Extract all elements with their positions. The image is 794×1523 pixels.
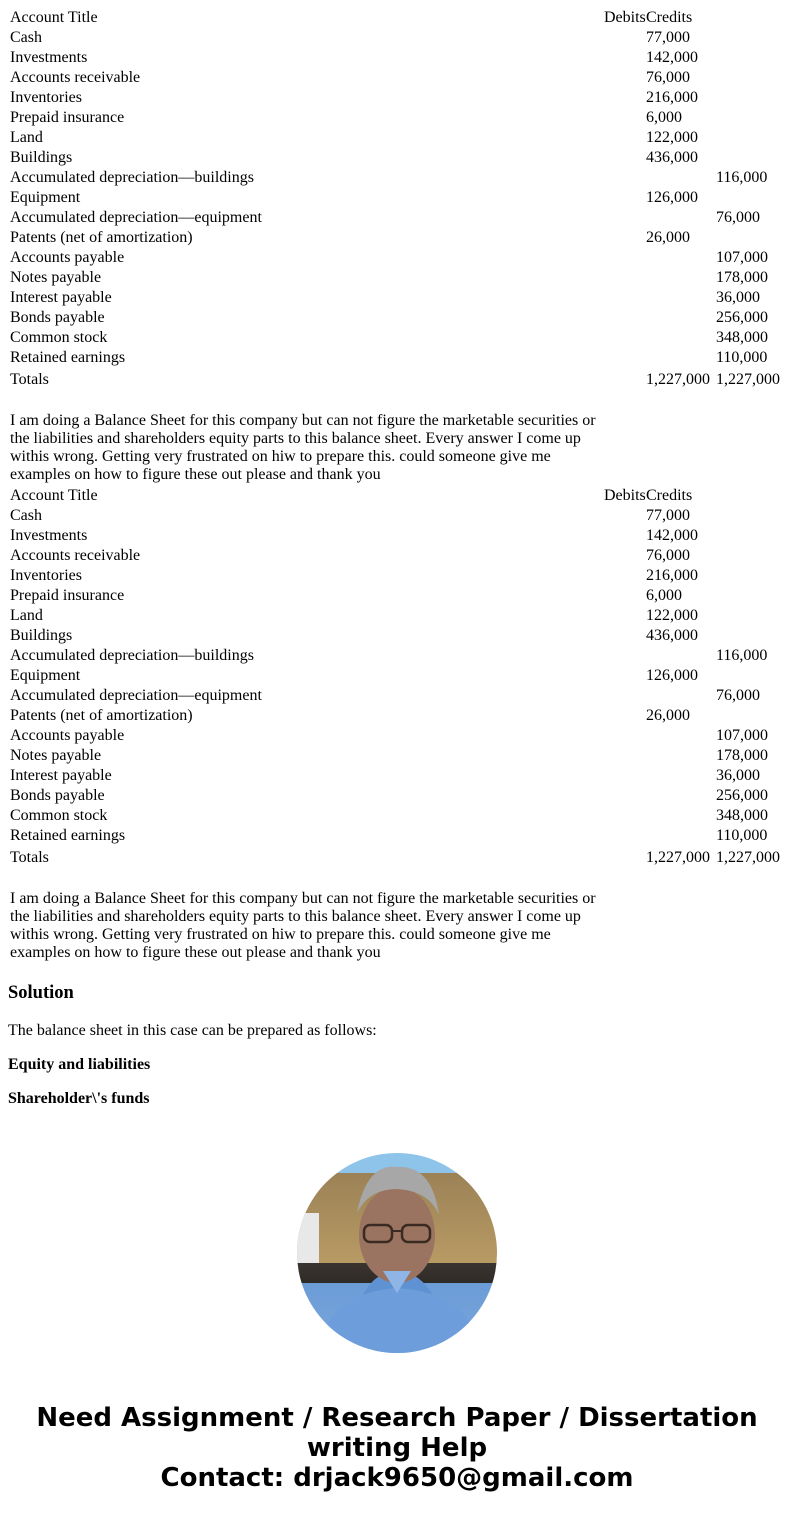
debit-cell <box>604 606 646 626</box>
account-title-cell: Accumulated depreciation—equipment <box>10 687 262 704</box>
account-title-cell: Accounts receivable <box>10 547 141 564</box>
account-title-cell: Land <box>10 129 43 146</box>
debit-cell <box>604 148 646 168</box>
account-title-cell: Accounts receivable <box>10 69 141 86</box>
credit-cell-2 <box>716 28 786 48</box>
account-title-cell: Accounts payable <box>10 249 125 266</box>
person-portrait-icon <box>297 1153 497 1353</box>
credit-cell <box>646 826 716 846</box>
account-title-cell: Inventories <box>10 567 82 584</box>
header-credits: Credits <box>646 9 693 26</box>
table-header <box>8 486 786 506</box>
credit-cell <box>646 646 716 666</box>
debit-cell <box>604 288 646 308</box>
account-title-cell: Cash <box>10 507 42 524</box>
credit-cell-2: 36,000 <box>716 289 760 306</box>
credit-cell-2 <box>716 128 786 148</box>
credit-cell-2: 178,000 <box>716 747 768 764</box>
table-row <box>8 726 786 746</box>
credit-cell-2: 110,000 <box>716 827 768 844</box>
account-title-cell: Equipment <box>10 189 81 206</box>
credit-cell <box>646 786 716 806</box>
credit-cell-2 <box>716 566 786 586</box>
table-row <box>8 746 786 766</box>
header-credits: Credits <box>646 487 693 504</box>
credit-cell: 126,000 <box>646 189 698 206</box>
credit-cell-2 <box>716 546 786 566</box>
table-row <box>8 586 786 606</box>
debit-cell <box>604 328 646 348</box>
account-title-cell: Accounts payable <box>10 727 125 744</box>
credit-cell <box>646 806 716 826</box>
table-row <box>8 506 786 526</box>
account-title-cell: Prepaid insurance <box>10 587 125 604</box>
debit-cell <box>604 248 646 268</box>
credit-cell-2 <box>716 228 786 248</box>
credit-cell-2: 110,000 <box>716 349 768 366</box>
credit-cell <box>646 726 716 746</box>
table-row <box>8 188 786 208</box>
account-title-cell: Bonds payable <box>10 309 105 326</box>
credit-cell-2 <box>716 108 786 128</box>
table-row <box>8 328 786 348</box>
credit-cell-2 <box>716 666 786 686</box>
table-row <box>8 128 786 148</box>
table-row <box>8 168 786 188</box>
credit-cell-2: 116,000 <box>716 647 768 664</box>
table-row <box>8 566 786 586</box>
credit-cell-2 <box>716 68 786 88</box>
table-row <box>8 686 786 706</box>
credit-cell: 26,000 <box>646 707 690 724</box>
account-title-cell: Investments <box>10 527 88 544</box>
credit-cell: 77,000 <box>646 29 690 46</box>
totals-row <box>8 368 786 392</box>
table-row <box>8 766 786 786</box>
account-title-cell: Land <box>10 607 43 624</box>
credit-cell: 436,000 <box>646 149 698 166</box>
credit-cell: 126,000 <box>646 667 698 684</box>
debit-cell <box>604 348 646 368</box>
debit-cell <box>604 28 646 48</box>
table-row <box>8 546 786 566</box>
account-title-cell: Notes payable <box>10 747 102 764</box>
credit-cell: 142,000 <box>646 49 698 66</box>
account-title-cell: Accumulated depreciation—buildings <box>10 169 254 186</box>
promo-line-1: Need Assignment / Research Paper / Dissertation <box>36 1403 758 1433</box>
credit-cell-2 <box>716 48 786 68</box>
credit-cell-2: 76,000 <box>716 209 760 226</box>
shareholders-funds-heading: Shareholder\'s funds <box>8 1090 150 1107</box>
debit-cell <box>604 686 646 706</box>
question-text-1: I am doing a Balance Sheet for this company but can not figure the marketable securities or the liabilities and shareholders equity parts to this balance sheet. Every answer I come up withis wrong. Getting very frustrated on hiw to prepare this. could someone give me examples on how to figure these out please and thank you <box>10 412 596 483</box>
table-row <box>8 606 786 626</box>
table-row <box>8 666 786 686</box>
table-row <box>8 108 786 128</box>
credit-cell-2: 116,000 <box>716 169 768 186</box>
credit-cell-2: 107,000 <box>716 727 768 744</box>
credit-cell-2 <box>716 526 786 546</box>
debit-cell <box>604 646 646 666</box>
debit-cell <box>604 108 646 128</box>
account-title-cell: Prepaid insurance <box>10 109 125 126</box>
account-title-cell: Patents (net of amortization) <box>10 707 193 724</box>
totals-col-2: 1,227,000 <box>716 371 780 388</box>
debit-cell <box>604 88 646 108</box>
table-header <box>8 8 786 28</box>
trial-balance-table-1 <box>8 8 794 392</box>
credit-cell <box>646 686 716 706</box>
totals-debit <box>604 368 646 392</box>
account-title-cell: Retained earnings <box>10 349 126 366</box>
account-title-cell: Accumulated depreciation—equipment <box>10 209 262 226</box>
table-row <box>8 268 786 288</box>
table-row <box>8 88 786 108</box>
totals-label: Totals <box>10 849 49 866</box>
account-title-cell: Common stock <box>10 807 108 824</box>
credit-cell-2: 76,000 <box>716 687 760 704</box>
credit-cell-2 <box>716 606 786 626</box>
equity-liabilities-heading: Equity and liabilities <box>8 1056 151 1073</box>
credit-cell <box>646 268 716 288</box>
debit-cell <box>604 268 646 288</box>
table-row <box>8 228 786 248</box>
author-avatar <box>297 1153 497 1353</box>
table-row <box>8 786 786 806</box>
table-row <box>8 48 786 68</box>
credit-cell <box>646 168 716 188</box>
account-title-cell: Buildings <box>10 149 73 166</box>
account-title-cell: Notes payable <box>10 269 102 286</box>
credit-cell <box>646 288 716 308</box>
debit-cell <box>604 626 646 646</box>
credit-cell <box>646 766 716 786</box>
credit-cell-2: 178,000 <box>716 269 768 286</box>
credit-cell: 6,000 <box>646 109 682 126</box>
credit-cell <box>646 248 716 268</box>
credit-cell-2: 348,000 <box>716 807 768 824</box>
table-row <box>8 148 786 168</box>
account-title-cell: Investments <box>10 49 88 66</box>
table-row <box>8 208 786 228</box>
debit-cell <box>604 128 646 148</box>
debit-cell <box>604 546 646 566</box>
account-title-cell: Inventories <box>10 89 82 106</box>
debit-cell <box>604 586 646 606</box>
account-title-cell: Retained earnings <box>10 827 126 844</box>
debit-cell <box>604 806 646 826</box>
credit-cell-2: 256,000 <box>716 787 768 804</box>
account-title-cell: Cash <box>10 29 42 46</box>
account-title-cell: Bonds payable <box>10 787 105 804</box>
credit-cell-2: 256,000 <box>716 309 768 326</box>
credit-cell <box>646 348 716 368</box>
credit-cell-2 <box>716 586 786 606</box>
table-row <box>8 68 786 88</box>
table-row <box>8 248 786 268</box>
credit-cell-2 <box>716 626 786 646</box>
credit-cell: 122,000 <box>646 129 698 146</box>
header-account-title: Account Title <box>10 9 98 26</box>
credit-cell: 122,000 <box>646 607 698 624</box>
account-title-cell: Patents (net of amortization) <box>10 229 193 246</box>
credit-cell <box>646 208 716 228</box>
credit-cell: 6,000 <box>646 587 682 604</box>
debit-cell <box>604 666 646 686</box>
solution-heading: Solution <box>8 983 74 1003</box>
table-row <box>8 28 786 48</box>
credit-cell <box>646 328 716 348</box>
table-row <box>8 348 786 368</box>
debit-cell <box>604 726 646 746</box>
credit-cell-2 <box>716 148 786 168</box>
credit-cell-2 <box>716 706 786 726</box>
debit-cell <box>604 526 646 546</box>
debit-cell <box>604 188 646 208</box>
table-row <box>8 526 786 546</box>
credit-cell: 216,000 <box>646 89 698 106</box>
debit-cell <box>604 566 646 586</box>
totals-label: Totals <box>10 371 49 388</box>
table-row <box>8 626 786 646</box>
credit-cell-2: 107,000 <box>716 249 768 266</box>
debit-cell <box>604 228 646 248</box>
totals-col-1: 1,227,000 <box>646 849 710 866</box>
credit-cell: 76,000 <box>646 547 690 564</box>
debit-cell <box>604 48 646 68</box>
credit-cell-2: 348,000 <box>716 329 768 346</box>
header-debits: Debits <box>604 9 646 26</box>
promo-banner <box>0 1403 794 1493</box>
totals-col-1: 1,227,000 <box>646 371 710 388</box>
credit-cell-2 <box>716 506 786 526</box>
debit-cell <box>604 766 646 786</box>
account-title-cell: Equipment <box>10 667 81 684</box>
credit-cell: 26,000 <box>646 229 690 246</box>
totals-debit <box>604 846 646 870</box>
promo-line-2: writing Help <box>306 1433 488 1463</box>
credit-cell: 76,000 <box>646 69 690 86</box>
solution-intro: The balance sheet in this case can be prepared as follows: <box>8 1022 377 1039</box>
credit-cell: 142,000 <box>646 527 698 544</box>
question-text-2: I am doing a Balance Sheet for this company but can not figure the marketable securities or the liabilities and shareholders equity parts to this balance sheet. Every answer I come up withis wrong. Getting very frustrated on hiw to prepare this. could someone give me examples on how to figure these out please and thank you <box>10 890 596 961</box>
header-account-title: Account Title <box>10 487 98 504</box>
credit-cell <box>646 308 716 328</box>
account-title-cell: Common stock <box>10 329 108 346</box>
credit-cell: 216,000 <box>646 567 698 584</box>
debit-cell <box>604 308 646 328</box>
debit-cell <box>604 706 646 726</box>
debit-cell <box>604 68 646 88</box>
trial-balance-table-2 <box>8 486 794 870</box>
debit-cell <box>604 786 646 806</box>
table-row <box>8 308 786 328</box>
table-row <box>8 288 786 308</box>
credit-cell-2 <box>716 188 786 208</box>
header-debits: Debits <box>604 487 646 504</box>
table-row <box>8 706 786 726</box>
table-row <box>8 646 786 666</box>
debit-cell <box>604 208 646 228</box>
debit-cell <box>604 826 646 846</box>
account-title-cell: Accumulated depreciation—buildings <box>10 647 254 664</box>
debit-cell <box>604 506 646 526</box>
credit-cell: 436,000 <box>646 627 698 644</box>
credit-cell: 77,000 <box>646 507 690 524</box>
credit-cell <box>646 746 716 766</box>
table-row <box>8 806 786 826</box>
debit-cell <box>604 168 646 188</box>
credit-cell-2: 36,000 <box>716 767 760 784</box>
promo-contact: Contact: drjack9650@gmail.com <box>160 1463 634 1493</box>
credit-cell-2 <box>716 88 786 108</box>
account-title-cell: Interest payable <box>10 289 112 306</box>
account-title-cell: Interest payable <box>10 767 112 784</box>
account-title-cell: Buildings <box>10 627 73 644</box>
totals-col-2: 1,227,000 <box>716 849 780 866</box>
table-row <box>8 826 786 846</box>
debit-cell <box>604 746 646 766</box>
totals-row <box>8 846 786 870</box>
